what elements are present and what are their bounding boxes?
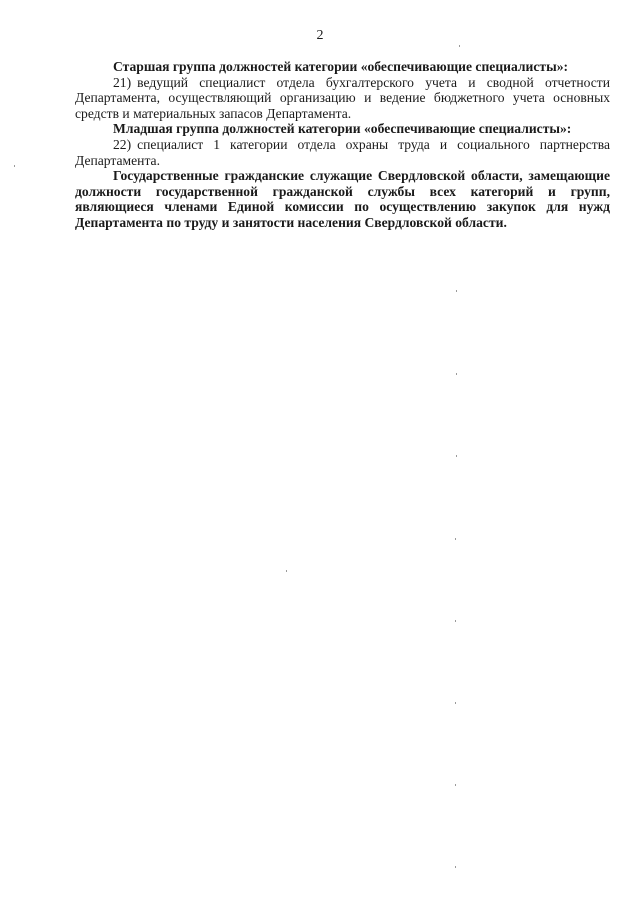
list-item-text: специалист 1 категории отдела охраны труда и социального партнерства Департамента.: [75, 136, 610, 168]
scan-speck: [455, 620, 456, 622]
scan-speck: [455, 866, 456, 868]
page-number: 2: [316, 28, 324, 43]
list-item-22: [75, 137, 610, 168]
closing-paragraph: Государственные гражданские служащие Свердловской области, замещающие должности государственной гражданской службы всех категорий и групп, являющиеся членами Единой комиссии по осуществлению закупок для нужд Департамента по труду и занятости населения Свердловской области.: [75, 168, 610, 230]
list-item-text: ведущий специалист отдела бухгалтерского учета и сводной отчетности Департамента, осуществляющий организацию и ведение бюджетного учета основных средств и материальных запасов Департамента.: [75, 74, 610, 121]
scan-speck: [456, 455, 457, 457]
scan-speck: [14, 165, 15, 167]
document-body: [75, 59, 610, 231]
scan-speck: [456, 290, 457, 292]
list-item-number: 21): [113, 74, 132, 90]
list-item-21: [75, 75, 610, 122]
scan-speck: [455, 702, 456, 704]
list-item-number: 22): [113, 136, 132, 152]
senior-group-heading: Старшая группа должностей категории «обеспечивающие специалисты»:: [113, 59, 569, 74]
scan-speck: [455, 784, 456, 786]
scan-speck: [459, 45, 460, 47]
junior-group-heading: Младшая группа должностей категории «обеспечивающие специалисты»:: [113, 121, 572, 137]
scan-speck: [286, 570, 287, 572]
scan-speck: [456, 373, 457, 375]
scan-speck: [455, 538, 456, 540]
